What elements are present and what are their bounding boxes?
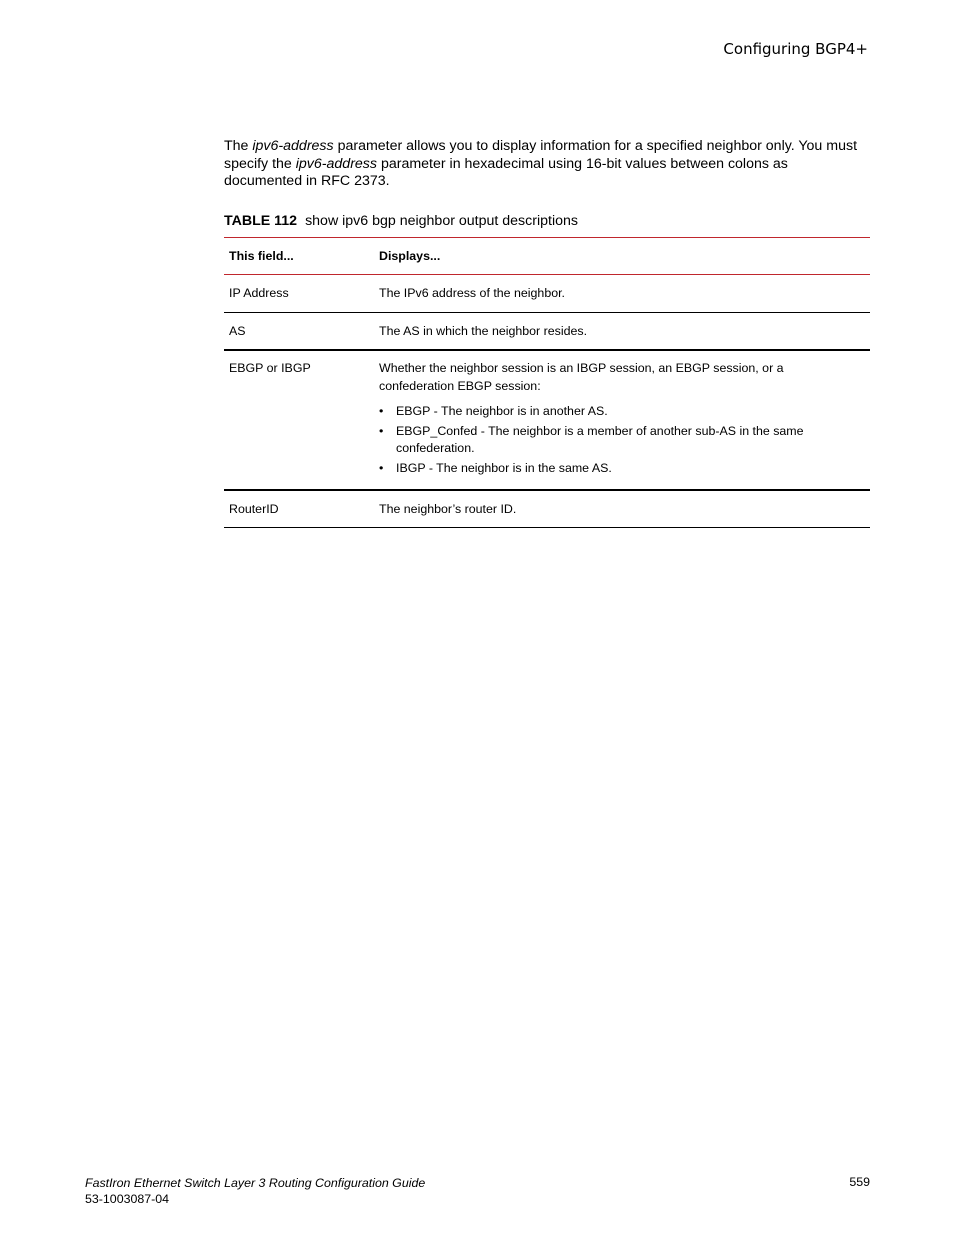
table-caption: [224, 213, 578, 229]
description-cell: The IPv6 address of the neighbor.: [374, 275, 870, 313]
intro-text-2: parameter allows you to display information for a specified neighbor only. You must specify the: [224, 138, 858, 172]
column-header-displays: Displays...: [374, 238, 870, 275]
param-term: ipv6-address: [295, 155, 377, 172]
intro-text-3: parameter in hexadecimal using 16-bit values between colons as documented in RFC 2373.: [224, 155, 788, 190]
field-cell: RouterID: [224, 490, 374, 528]
list-item-text: IBGP - The neighbor is in the same AS.: [396, 460, 612, 475]
bullet-icon: •: [379, 460, 384, 475]
list-item: [379, 403, 820, 421]
param-term: ipv6-address: [252, 138, 334, 154]
table-row: [224, 490, 870, 528]
guide-title: FastIron Ethernet Switch Layer 3 Routing Configuration Guide: [85, 1176, 426, 1190]
page-number: 559: [849, 1175, 870, 1189]
table-row: [224, 313, 870, 351]
bullet-icon: •: [379, 423, 384, 438]
description-text: Whether the neighbor session is an IBGP session, an EBGP session, or a confederation EBGP session:: [379, 361, 784, 393]
field-cell: IP Address: [224, 275, 374, 313]
description-cell: The neighbor’s router ID.: [374, 490, 870, 528]
list-item-text: EBGP - The neighbor is in another AS.: [396, 404, 608, 418]
table-row: [224, 275, 870, 313]
description-cell: The AS in which the neighbor resides.: [374, 313, 870, 351]
field-cell: AS: [224, 313, 374, 351]
bullet-list: [379, 403, 820, 477]
list-item: [379, 460, 820, 478]
list-item-text: EBGP_Confed - The neighbor is a member of another sub-AS in the same confederation.: [396, 423, 804, 455]
intro-text-1: The: [224, 138, 253, 154]
table-label: TABLE 112: [224, 213, 298, 229]
column-header-field: This field...: [224, 238, 374, 275]
page-footer: [85, 1175, 425, 1207]
list-item: [379, 423, 820, 458]
bullet-icon: •: [379, 404, 384, 418]
running-header: Configuring BGP4+: [723, 40, 868, 58]
field-cell: EBGP or IBGP: [224, 350, 374, 490]
table-caption-text: show ipv6 bgp neighbor output descriptions: [305, 213, 578, 229]
table-row: [224, 350, 870, 490]
field-description-table: [224, 237, 870, 528]
table-header-row: [224, 238, 870, 275]
intro-paragraph: [224, 138, 869, 191]
description-cell: [374, 350, 870, 490]
document-number: 53-1003087-04: [85, 1192, 170, 1206]
